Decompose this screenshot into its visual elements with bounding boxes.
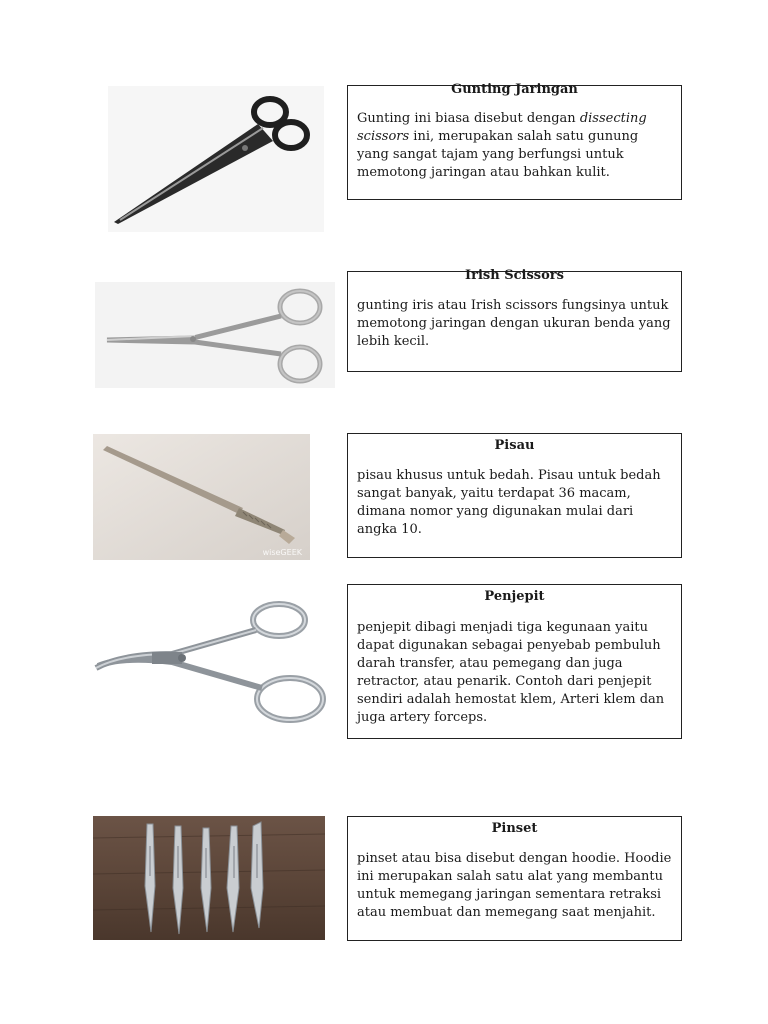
iris-scissors-image [95,282,335,388]
card-description [357,110,673,182]
pisau-card [347,433,682,558]
dissecting-scissors-image [108,86,324,232]
card-title: Pisau [494,438,535,453]
hemostat-forceps-image [92,600,328,728]
tweezers-image [93,816,325,940]
card-title: Irish Scissors [465,268,564,283]
card-title: Penjepit [484,589,545,604]
card-description: pinset atau bisa disebut dengan hoodie. Hoodie ini merupakan salah satu alat yang membantu untuk memegang jaringan sementara retraksi atau membuat dan memegang saat menjahit. [357,851,672,920]
iris-scissors-icon [95,282,335,388]
card-description: gunting iris atau Irish scissors fungsinya untuk memotong jaringan dengan ukuran benda yang lebih kecil. [357,298,671,349]
irish-scissors-card [347,268,682,372]
desc-text: Gunting ini biasa disebut dengan [357,111,580,126]
scalpel-icon [93,434,310,560]
image-watermark: wiseGEEK [262,548,302,557]
card-title: Pinset [491,821,538,836]
penjepit-card [347,584,682,739]
hemostat-forceps-icon [92,600,328,728]
scalpel-image [93,434,310,560]
tweezers-icon [93,816,325,940]
card-description: pisau khusus untuk bedah. Pisau untuk bedah sangat banyak, yaitu terdapat 36 macam, dimana nomor yang digunakan mulai dari angka 10. [357,468,661,537]
card-title: Gunting Jaringan [451,82,578,97]
dissecting-scissors-icon [108,86,324,232]
desc-italic-term: dissecting scissors [357,111,647,144]
gunting-jaringan-card [347,82,682,200]
desc-text: ini, merupakan salah satu gunung yang sangat tajam yang berfungsi untuk memotong jaringan atau bahkan kulit. [357,129,639,180]
pinset-card [347,816,682,941]
card-description: penjepit dibagi menjadi tiga kegunaan yaitu dapat digunakan sebagai penyebab pembuluh darah transfer, atau pemegang dan juga retractor, atau penarik. Contoh dari penjepit sendiri adalah hemostat klem, Arteri klem dan juga artery forceps. [357,620,665,725]
